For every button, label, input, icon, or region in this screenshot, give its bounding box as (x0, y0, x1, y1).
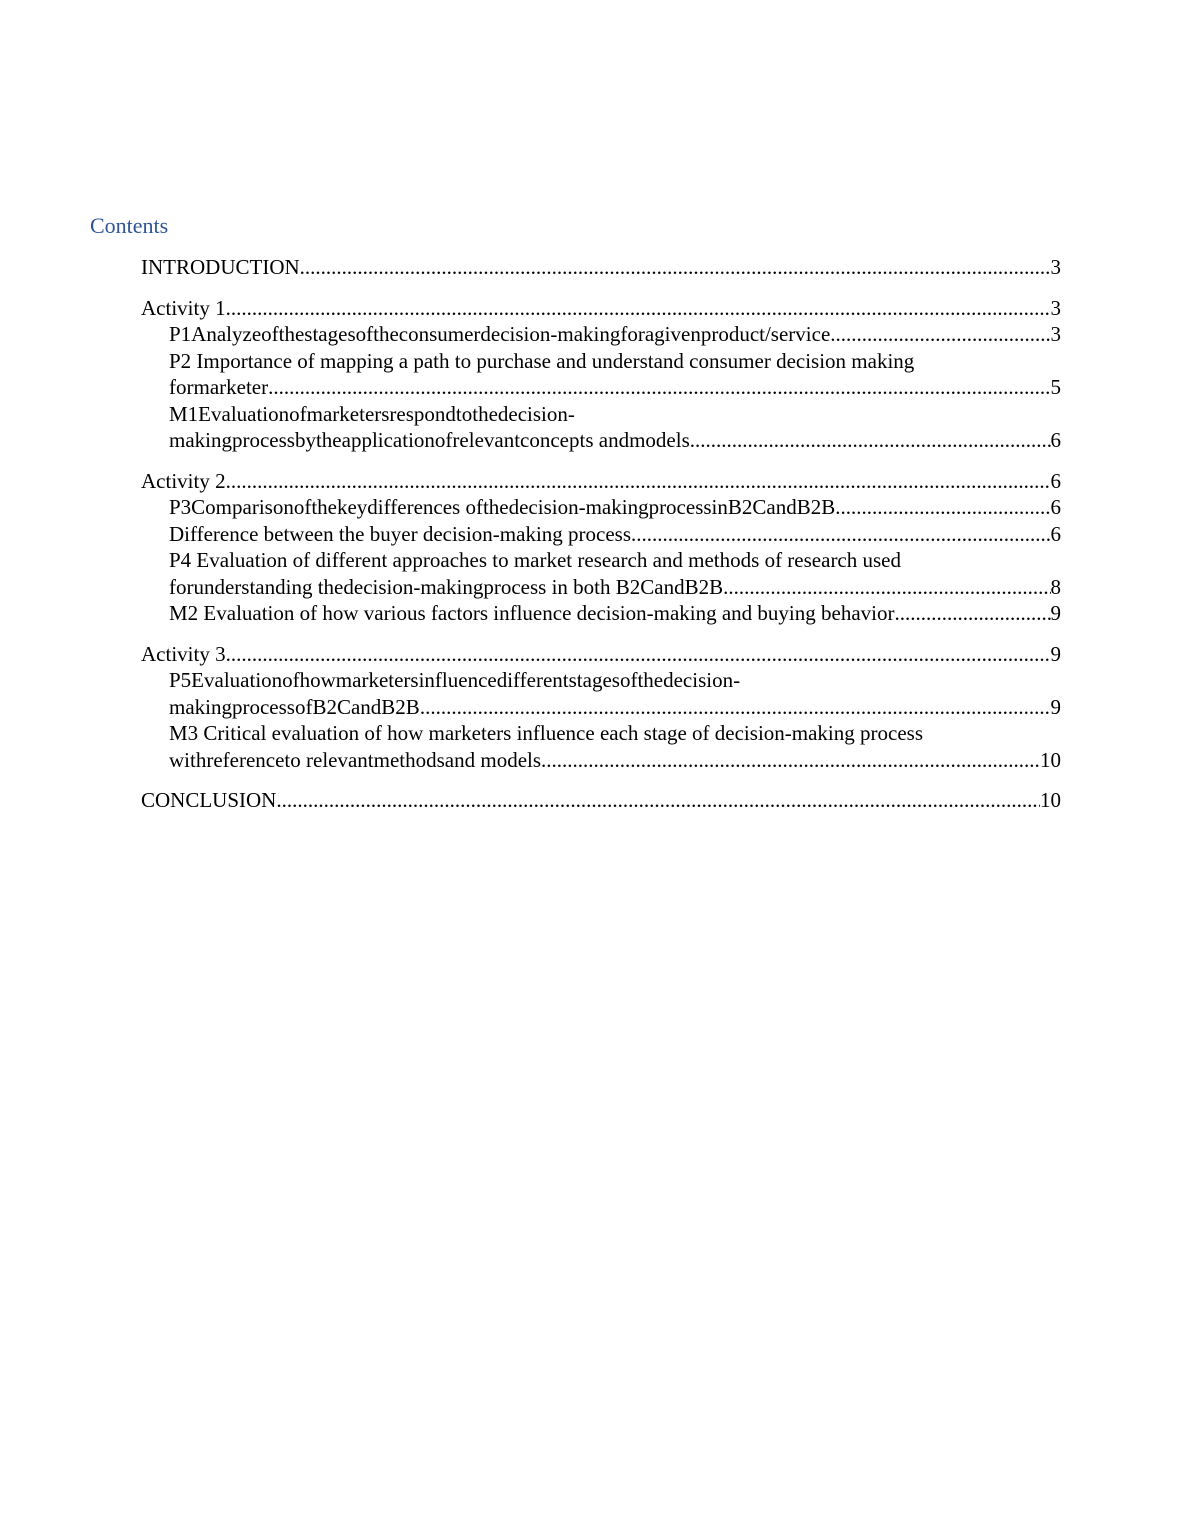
toc-entry-line (141, 254, 1061, 281)
toc-entry[interactable] (169, 600, 1061, 627)
toc-page-number: 3 (1050, 295, 1061, 320)
toc-entry[interactable] (169, 667, 1061, 720)
toc-page-number: 6 (1050, 495, 1061, 519)
toc-page-number: 9 (1050, 601, 1061, 625)
dot-leader (300, 254, 1051, 281)
toc-entry[interactable] (141, 295, 1061, 322)
toc-entry[interactable] (169, 720, 1061, 773)
toc-entry[interactable] (169, 321, 1061, 348)
toc-title: Contents (90, 213, 169, 238)
toc-entry[interactable] (141, 787, 1061, 814)
dot-leader (894, 600, 1050, 627)
toc-entry-line (169, 521, 1061, 548)
toc-entry-line (169, 427, 1061, 454)
toc-entry-text: M2 Evaluation of how various factors influence decision-making and buying behavior (169, 601, 895, 625)
toc-page-number: 6 (1050, 428, 1061, 452)
dot-leader (226, 295, 1051, 322)
toc-entry-text: INTRODUCTION (141, 255, 300, 279)
toc-page-number: 10 (1040, 788, 1061, 812)
toc-entry-text: forunderstanding thedecision-makingprocess in both B2CandB2B (169, 574, 724, 599)
toc-entry-text: Difference between the buyer decision-making process (169, 521, 632, 546)
toc-page-number: 5 (1050, 375, 1061, 399)
toc-page-number: 9 (1050, 694, 1061, 719)
toc-entry[interactable] (169, 348, 1061, 401)
toc-entry-text: Activity 3 (141, 641, 226, 666)
toc-entry-text: makingprocessofB2CandB2B (169, 694, 420, 719)
toc-entry-line (169, 747, 1061, 774)
toc-entry[interactable] (169, 401, 1061, 454)
toc-entry-line (169, 374, 1061, 401)
toc-entry-text: withreferenceto relevantmethodsand models (169, 747, 542, 772)
toc-page-number: 6 (1050, 468, 1061, 493)
dot-leader (690, 427, 1051, 454)
toc-entry-line (169, 600, 1061, 627)
toc-page-number: 3 (1050, 322, 1061, 346)
dot-leader (541, 747, 1040, 774)
toc-entry-text: formarketer (169, 375, 269, 399)
dot-leader (276, 787, 1040, 814)
toc-page-number: 8 (1050, 574, 1061, 599)
toc-page-number: 9 (1050, 641, 1061, 666)
toc-entry-line (169, 574, 1061, 601)
toc-entry[interactable] (169, 494, 1061, 521)
table-of-contents (141, 254, 1061, 814)
toc-entry-text: P1Analyzeofthestagesoftheconsumerdecision-makingforagivenproduct/service (169, 322, 831, 346)
toc-entry[interactable] (141, 254, 1061, 281)
toc-entry-line (141, 468, 1061, 495)
dot-leader (835, 494, 1050, 521)
toc-entry-line (169, 694, 1061, 721)
dot-leader (830, 321, 1050, 348)
dot-leader (420, 694, 1051, 721)
toc-entry-text: M3 Critical evaluation of how marketers influence each stage of decision-making process (169, 721, 923, 745)
toc-entry[interactable] (169, 547, 1061, 600)
toc-entry-text: CONCLUSION (141, 788, 277, 812)
toc-entry-text: M1Evaluationofmarketersrespondtothedecision- (169, 401, 575, 426)
toc-entry[interactable] (141, 468, 1061, 495)
toc-entry-text: Activity 2 (141, 468, 226, 493)
dot-leader (226, 468, 1051, 495)
toc-entry[interactable] (141, 641, 1061, 668)
toc-page-number: 10 (1040, 747, 1061, 772)
toc-entry[interactable] (169, 521, 1061, 548)
toc-entry-text: makingprocessbytheapplicationofrelevantconcepts andmodels (169, 428, 690, 452)
toc-entry-line (141, 787, 1061, 814)
toc-page-number: 6 (1050, 521, 1061, 546)
toc-entry-text: P4 Evaluation of different approaches to market research and methods of research used (169, 548, 901, 572)
toc-page-number: 3 (1050, 255, 1061, 279)
toc-entry-line (169, 321, 1061, 348)
toc-entry-line (141, 295, 1061, 322)
toc-entry-text: P3Comparisonofthekeydifferences ofthedecision-makingprocessinB2CandB2B (169, 495, 836, 519)
dot-leader (226, 641, 1051, 668)
dot-leader (268, 374, 1050, 401)
dot-leader (631, 521, 1050, 548)
toc-entry-line (141, 641, 1061, 668)
toc-entry-text: P2 Importance of mapping a path to purchase and understand consumer decision making (169, 348, 915, 373)
toc-entry-line (169, 494, 1061, 521)
toc-entry-text: P5Evaluationofhowmarketersinfluencedifferentstagesofthedecision- (169, 668, 741, 692)
dot-leader (723, 574, 1050, 601)
toc-entry-text: Activity 1 (141, 295, 226, 320)
